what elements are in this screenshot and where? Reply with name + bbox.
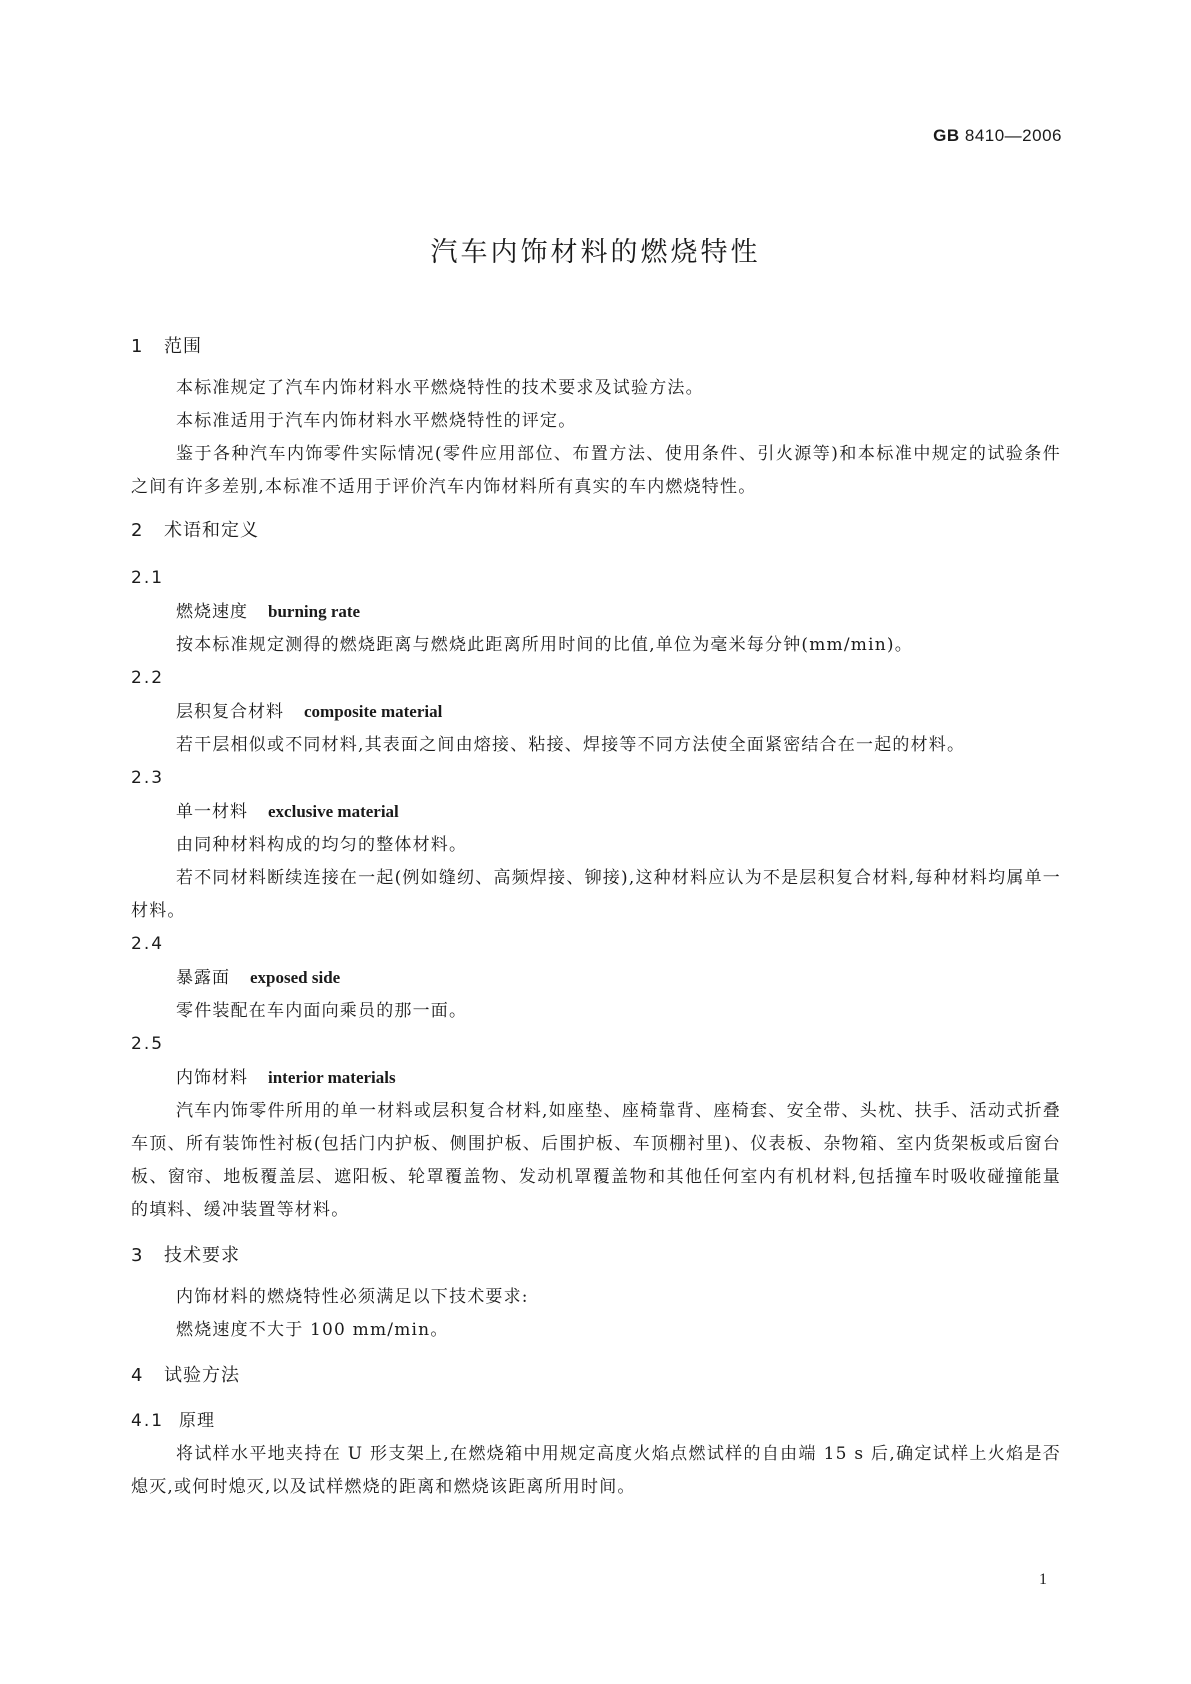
- section-number: 4: [131, 1365, 144, 1386]
- standard-prefix: GB: [933, 126, 960, 145]
- section-3-heading: [131, 1241, 1061, 1267]
- paragraph: 燃烧速度不大于 100 mm/min。: [176, 1320, 449, 1340]
- term-number: 2.2: [131, 668, 165, 688]
- term-definition: 汽车内饰零件所用的单一材料或层积复合材料,如座垫、座椅靠背、座椅套、安全带、头枕、扶手、活动式折叠车顶、所有装饰性衬板(包括门内护板、侧围护板、后围护板、车顶棚衬里)、仪表板、杂物箱、室内货架板或后窗台板、窗帘、地板覆盖层、遮阳板、轮罩覆盖物、发动机罩覆盖物和其他任何室内有机材料,包括撞车时吸收碰撞能量的填料、缓冲装置等材料。: [131, 1101, 1061, 1220]
- section-number: 2: [131, 520, 144, 541]
- term-heading: [131, 695, 1061, 729]
- term-definition: 若干层相似或不同材料,其表面之间由熔接、粘接、焊接等不同方法使全面紧密结合在一起的材料。: [176, 735, 966, 755]
- term-heading: [131, 1061, 1061, 1095]
- term-heading: [131, 961, 1061, 995]
- subsection-title: 原理: [179, 1411, 215, 1431]
- term-chinese: 内饰材料: [176, 1068, 248, 1088]
- section-title: 技术要求: [164, 1245, 240, 1266]
- section-title: 范围: [164, 336, 202, 357]
- term-english: burning rate: [268, 602, 361, 621]
- section-title: 试验方法: [164, 1365, 240, 1386]
- section-number: 1: [131, 336, 144, 357]
- section-2-heading: [131, 516, 1061, 542]
- section-number: 3: [131, 1245, 144, 1266]
- term-chinese: 暴露面: [176, 968, 230, 988]
- section-title: 术语和定义: [164, 520, 259, 541]
- paragraph: 鉴于各种汽车内饰零件实际情况(零件应用部位、布置方法、使用条件、引火源等)和本标准中规定的试验条件之间有许多差别,本标准不适用于评价汽车内饰材料所有真实的车内燃烧特性。: [131, 444, 1061, 497]
- document-title: 汽车内饰材料的燃烧特性: [430, 237, 761, 268]
- term-heading: [131, 595, 1061, 629]
- term-english: exclusive material: [268, 802, 399, 821]
- standard-code: [933, 126, 1062, 146]
- standard-number: 8410—2006: [964, 126, 1062, 145]
- term-number: 2.5: [131, 1034, 165, 1054]
- subsection-number: 4.1: [131, 1411, 165, 1431]
- document-body: [131, 332, 1061, 1504]
- paragraph: 本标准适用于汽车内饰材料水平燃烧特性的评定。: [176, 411, 577, 431]
- term-definition: 按本标准规定测得的燃烧距离与燃烧此距离所用时间的比值,单位为毫米每分钟(mm/min)。: [176, 635, 913, 655]
- section-1-heading: [131, 332, 1061, 358]
- term-english: exposed side: [250, 968, 341, 987]
- term-chinese: 单一材料: [176, 802, 248, 822]
- term-note: 若不同材料断续连接在一起(例如缝纫、高频焊接、铆接),这种材料应认为不是层积复合材料,每种材料均属单一材料。: [131, 868, 1061, 921]
- term-english: composite material: [304, 702, 443, 721]
- term-chinese: 层积复合材料: [176, 702, 284, 722]
- subsection-4-1-heading: [131, 1405, 1061, 1438]
- paragraph: 内饰材料的燃烧特性必须满足以下技术要求:: [176, 1287, 529, 1307]
- term-english: interior materials: [268, 1068, 396, 1087]
- paragraph: 本标准规定了汽车内饰材料水平燃烧特性的技术要求及试验方法。: [176, 378, 704, 398]
- term-chinese: 燃烧速度: [176, 602, 248, 622]
- term-number: 2.1: [131, 568, 165, 588]
- term-definition: 由同种材料构成的均匀的整体材料。: [176, 835, 468, 855]
- section-4-heading: [131, 1361, 1061, 1387]
- term-definition: 零件装配在车内面向乘员的那一面。: [176, 1001, 468, 1021]
- term-heading: [131, 795, 1061, 829]
- paragraph: 将试样水平地夹持在 U 形支架上,在燃烧箱中用规定高度火焰点燃试样的自由端 15 s 后,确定试样上火焰是否熄灭,或何时熄灭,以及试样燃烧的距离和燃烧该距离所用时间。: [131, 1444, 1061, 1497]
- page-number: 1: [1039, 1571, 1047, 1588]
- term-number: 2.3: [131, 768, 165, 788]
- term-number: 2.4: [131, 934, 165, 954]
